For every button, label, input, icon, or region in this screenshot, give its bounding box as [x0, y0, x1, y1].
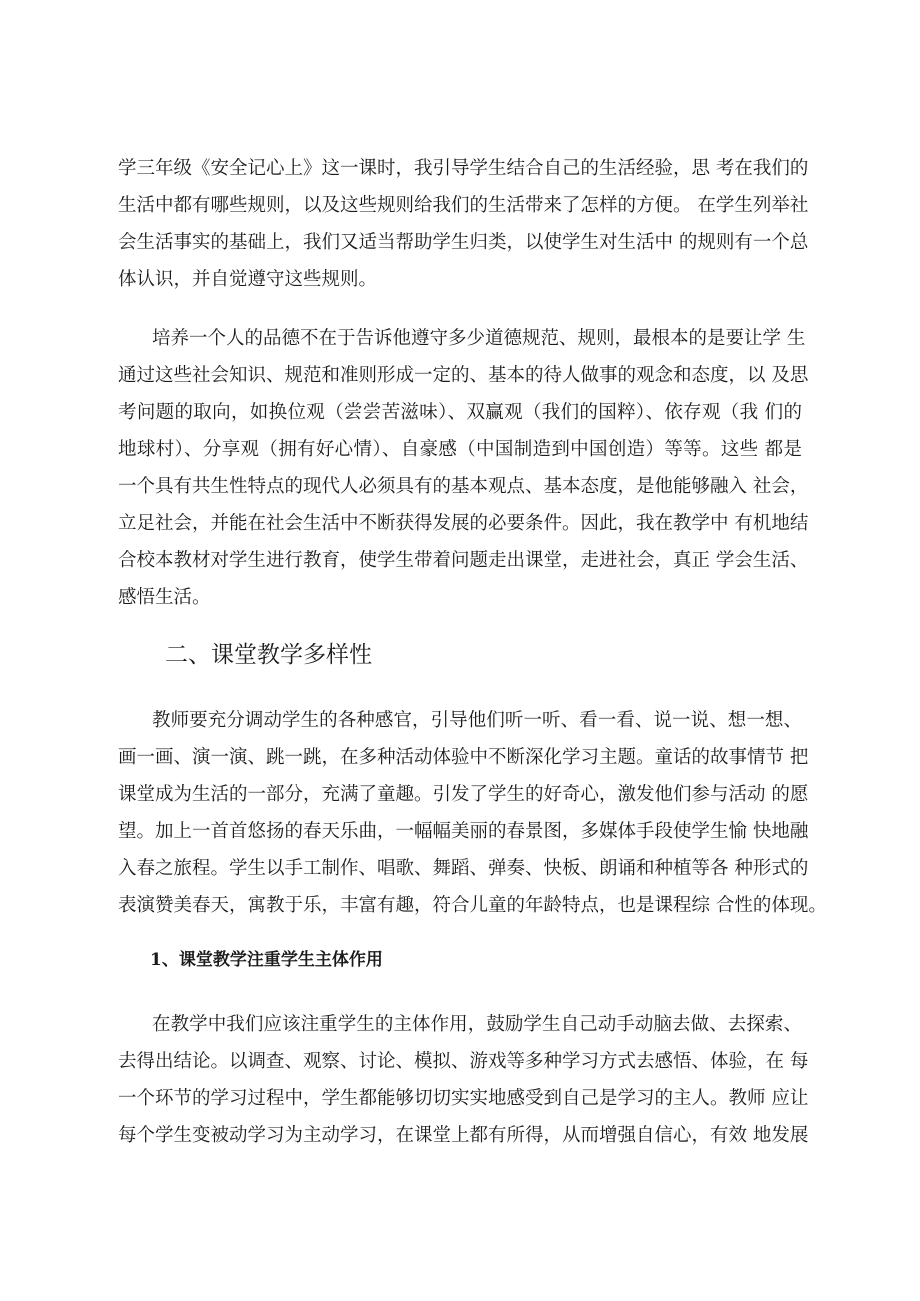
text-line: 画一画、演一演、跳一跳，在多种活动体验中不断深化学习主题。童话的故事情节 把	[118, 747, 809, 768]
text-line: 表演赞美春天，寓教于乐，丰富有趣，符合儿童的年龄特点，也是课程综 合性的体现。	[118, 895, 827, 916]
text-line: 通过这些社会知识、规范和准则形成一定的、基本的待人做事的观念和态度，以 及思	[118, 365, 809, 386]
text-line: 望。加上一首首悠扬的春天乐曲，一幅幅美丽的春景图，多媒体手段使学生愉 快地融	[118, 821, 809, 842]
text-line: 考问题的取向，如换位观（尝尝苦滋味）、双赢观（我们的国粹）、依存观（我 们的	[118, 402, 802, 423]
paragraph-1	[118, 150, 809, 298]
paragraph-4	[118, 1006, 809, 1154]
text-line: 一个具有共生性特点的现代人必须具有的基本观点、基本态度，是他能够融入 社会，	[118, 476, 809, 497]
text-line: 入春之旅程。学生以手工制作、唱歌、舞蹈、弹奏、快板、朗诵和种植等各 种形式的	[118, 858, 809, 879]
paragraph-3	[118, 702, 827, 924]
text-line: 在教学中我们应该注重学生的主体作用，鼓励学生自己动手动脑去做、去探索、	[152, 1014, 802, 1035]
text-line: 课堂成为生活的一部分，充满了童趣。引发了学生的好奇心，激发他们参与活动 的愿	[118, 784, 809, 805]
text-line: 感悟生活。	[118, 587, 211, 608]
text-line: 立足社会，并能在社会生活中不断获得发展的必要条件。因此，我在教学中 有机地结	[118, 513, 809, 534]
text-line: 教师要充分调动学生的各种感官，引导他们听一听、看一看、说一说、想一想、	[152, 710, 802, 731]
text-line: 每个学生变被动学习为主动学习，在课堂上都有所得，从而增强自信心，有效 地发展	[118, 1125, 809, 1146]
text-line: 培养一个人的品德不在于告诉他遵守多少道德规范、规则，最根本的是要让学 生	[152, 328, 806, 349]
paragraph-2	[118, 320, 809, 616]
subsection-heading: 1、课堂教学注重学生主体作用	[150, 950, 383, 970]
text-line: 一个环节的学习过程中，学生都能够切切实实地感受到自己是学习的主人。教师 应让	[118, 1088, 809, 1109]
text-line: 生活中都有哪些规则，以及这些规则给我们的生活带来了怎样的方便。 在学生列举社	[118, 195, 809, 216]
text-line: 合校本教材对学生进行教育，使学生带着问题走出课堂，走进社会，真正 学会生活、	[118, 550, 809, 571]
text-line: 地球村）、分享观（拥有好心情）、自豪感（中国制造到中国创造）等等。这些 都是	[118, 439, 802, 460]
section-heading: 二、课堂教学多样性	[165, 642, 372, 668]
text-line: 去得出结论。以调查、观察、讨论、模拟、游戏等多种学习方式去感悟、体验，在 每	[118, 1051, 809, 1072]
text-line: 会生活事实的基础上，我们又适当帮助学生归类，以使学生对生活中 的规则有一个总	[118, 232, 809, 253]
text-line: 学三年级《安全记心上》这一课时，我引导学生结合自己的生活经验，思 考在我们的	[118, 158, 809, 179]
text-line: 体认识，并自觉遵守这些规则。	[118, 269, 378, 290]
